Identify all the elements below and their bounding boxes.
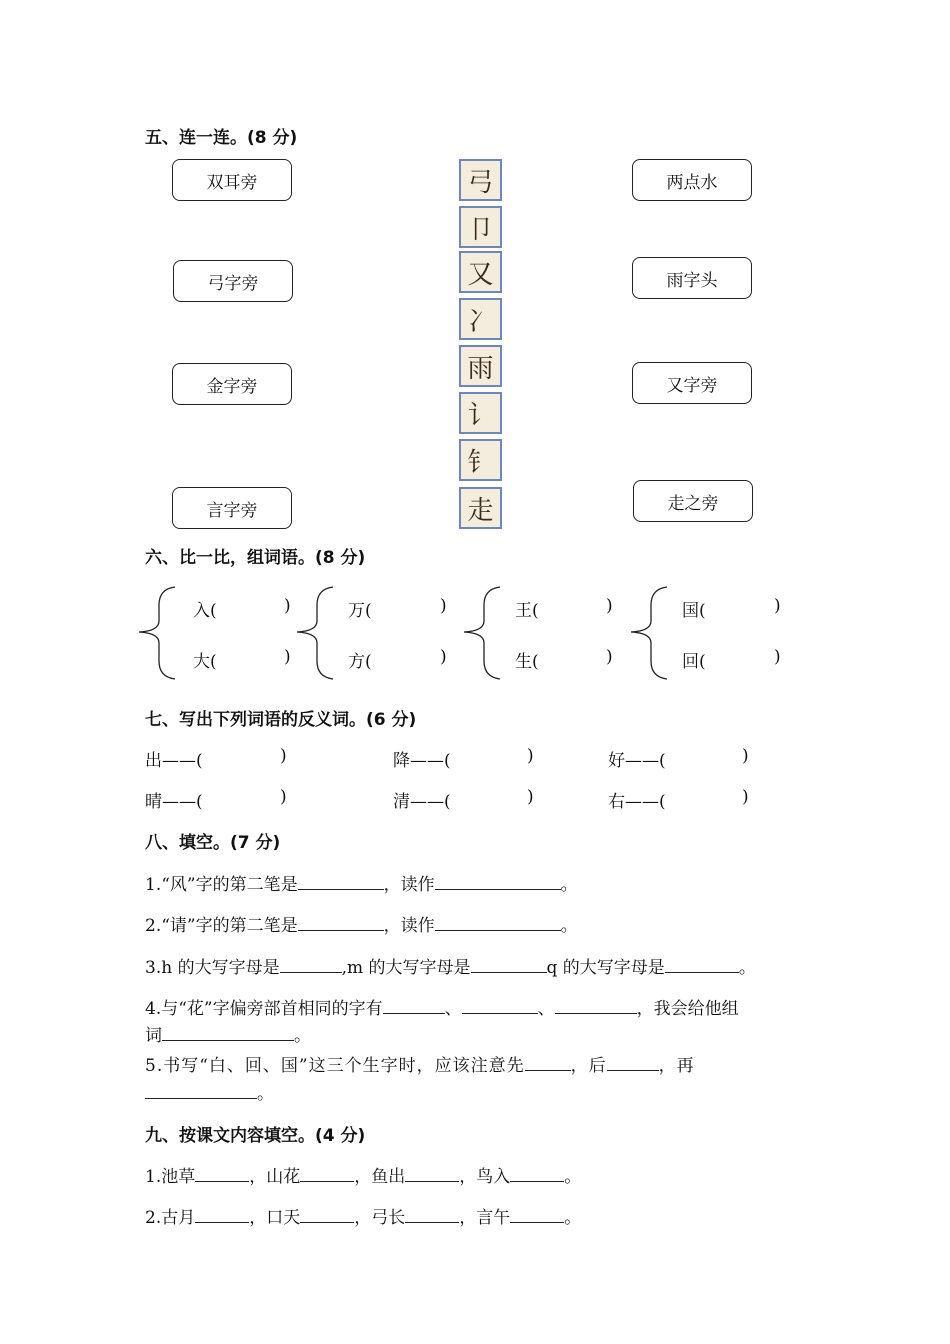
brace-3 — [464, 587, 500, 679]
antonym-3-close: ) — [742, 746, 749, 766]
fill-q1 — [145, 870, 578, 895]
right-box-4[interactable]: 走之旁 — [633, 480, 753, 522]
fill-q3 — [145, 953, 756, 978]
radical-tile-3[interactable]: 又 — [459, 251, 502, 293]
poem-2-seg-3: ，弓长 — [354, 1208, 406, 1228]
fill-q5-blank-1[interactable] — [525, 1053, 571, 1071]
fill-q3-blank-1[interactable] — [280, 955, 342, 973]
left-box-3[interactable]: 金字旁 — [172, 363, 292, 405]
compare-1-top: 入( — [193, 601, 217, 621]
fill-q5-blank-3[interactable] — [145, 1081, 257, 1099]
section-9-title: 九、按课文内容填空。(4 分) — [145, 1126, 366, 1146]
fill-q5-blank-2[interactable] — [607, 1053, 659, 1071]
section-7-title: 七、写出下列词语的反义词。(6 分) — [145, 710, 417, 730]
antonym-6-close: ) — [742, 787, 749, 807]
antonym-2-close: ) — [527, 746, 534, 766]
radical-tile-2[interactable]: 卩 — [459, 206, 502, 248]
fill-q3-blank-2[interactable] — [471, 955, 547, 973]
fill-q4-blank-1[interactable] — [383, 996, 445, 1014]
poem-2-seg-4: ，言午 — [459, 1208, 511, 1228]
compare-3-top-close: ) — [606, 596, 613, 616]
section-8-title: 八、填空。(7 分) — [145, 833, 281, 853]
fill-q1-text-b: ，读作 — [383, 875, 435, 895]
section-6-title: 六、比一比，组词语。(8 分) — [145, 548, 366, 568]
poem-2-seg-1: 2.古月 — [145, 1208, 196, 1228]
fill-q4-text-c: 、 — [537, 999, 555, 1019]
poem-line-1 — [145, 1162, 581, 1187]
antonym-6: 右——( — [608, 792, 666, 812]
compare-4-bottom: 回( — [682, 652, 706, 672]
fill-q2-blank-2[interactable] — [435, 913, 561, 931]
compare-3-bottom-close: ) — [606, 647, 613, 667]
right-box-3[interactable]: 又字旁 — [632, 362, 752, 404]
compare-4-top: 国( — [682, 601, 706, 621]
left-box-2[interactable]: 弓字旁 — [173, 260, 293, 302]
brace-group — [135, 585, 835, 681]
fill-q3-text-b: ,m 的大写字母是 — [341, 958, 471, 978]
section-5-title: 五、连一连。(8 分) — [145, 128, 298, 148]
poem-1-seg-5: 。 — [564, 1167, 582, 1187]
fill-q5-text-c: ，再 — [658, 1056, 695, 1076]
fill-q2-text-a: 2.“请”字的第二笔是 — [145, 916, 298, 936]
poem-2-seg-5: 。 — [564, 1208, 582, 1228]
fill-q5 — [145, 1051, 695, 1076]
compare-2-bottom: 方( — [348, 652, 372, 672]
radical-tile-1[interactable]: 弓 — [459, 159, 502, 201]
fill-q5-cont — [145, 1079, 274, 1104]
fill-q4-blank-4[interactable] — [162, 1023, 294, 1041]
fill-q3-text-d: 。 — [738, 958, 756, 978]
fill-q3-text-c: q 的大写字母是 — [546, 958, 665, 978]
fill-q4-cont — [145, 1021, 311, 1046]
fill-q4-text-a: 4.与“花”字偏旁部首相同的字有 — [145, 999, 383, 1019]
compare-1-bottom: 大( — [193, 652, 217, 672]
fill-q1-blank-2[interactable] — [435, 872, 561, 890]
radical-tile-4[interactable]: 冫 — [459, 298, 502, 340]
compare-3-bottom: 生( — [515, 652, 539, 672]
poem-2-blank-1[interactable] — [195, 1205, 249, 1223]
poem-1-seg-4: ，鸟入 — [459, 1167, 511, 1187]
poem-2-blank-2[interactable] — [300, 1205, 354, 1223]
fill-q5-text-d: 。 — [257, 1084, 274, 1104]
fill-q2-text-c: 。 — [560, 916, 578, 936]
poem-1-seg-3: ，鱼出 — [354, 1167, 406, 1187]
brace-1 — [139, 587, 175, 679]
fill-q4-text-f: 。 — [294, 1026, 311, 1046]
fill-q4-blank-2[interactable] — [462, 996, 538, 1014]
poem-2-blank-3[interactable] — [405, 1205, 459, 1223]
fill-q1-text-c: 。 — [560, 875, 578, 895]
poem-2-blank-4[interactable] — [510, 1205, 564, 1223]
antonym-4: 晴——( — [145, 792, 203, 812]
fill-q2-text-b: ，读作 — [383, 916, 435, 936]
fill-q2-blank-1[interactable] — [298, 913, 384, 931]
fill-q4-blank-3[interactable] — [555, 996, 637, 1014]
radical-tile-6[interactable]: 讠 — [459, 392, 502, 434]
right-box-2[interactable]: 雨字头 — [632, 257, 752, 299]
brace-4 — [631, 587, 667, 679]
poem-1-blank-1[interactable] — [195, 1164, 249, 1182]
poem-2-seg-2: ，口天 — [249, 1208, 301, 1228]
radical-tile-5[interactable]: 雨 — [459, 345, 502, 387]
poem-1-blank-3[interactable] — [405, 1164, 459, 1182]
fill-q5-text-a: 5.书写“白、回、国”这三个生字时，应该注意先 — [145, 1056, 525, 1076]
poem-1-seg-2: ，山花 — [249, 1167, 301, 1187]
compare-4-bottom-close: ) — [774, 647, 781, 667]
fill-q1-blank-1[interactable] — [298, 872, 384, 890]
radical-tile-8[interactable]: 走 — [459, 487, 502, 529]
poem-1-blank-2[interactable] — [300, 1164, 354, 1182]
compare-4-top-close: ) — [774, 596, 781, 616]
antonym-5-close: ) — [527, 787, 534, 807]
fill-q4-text-b: 、 — [444, 999, 462, 1019]
fill-q1-text-a: 1.“风”字的第二笔是 — [145, 875, 298, 895]
fill-q5-text-b: ，后 — [570, 1056, 607, 1076]
antonym-4-close: ) — [280, 787, 287, 807]
poem-line-2 — [145, 1203, 581, 1228]
left-box-4[interactable]: 言字旁 — [172, 487, 292, 529]
antonym-1: 出——( — [145, 751, 203, 771]
fill-q3-text-a: 3.h 的大写字母是 — [145, 958, 280, 978]
fill-q4-text-e: 词 — [145, 1026, 162, 1046]
antonym-2: 降——( — [393, 751, 451, 771]
brace-2 — [297, 587, 333, 679]
compare-3-top: 王( — [515, 601, 539, 621]
compare-1-bottom-close: ) — [284, 647, 291, 667]
compare-2-bottom-close: ) — [440, 647, 447, 667]
left-box-1[interactable]: 双耳旁 — [172, 159, 292, 201]
fill-q2 — [145, 911, 578, 936]
right-box-1[interactable]: 两点水 — [632, 159, 752, 201]
compare-2-top-close: ) — [440, 596, 447, 616]
poem-1-seg-1: 1.池草 — [145, 1167, 196, 1187]
fill-q4-text-d: ，我会给他组 — [636, 999, 739, 1019]
poem-1-blank-4[interactable] — [510, 1164, 564, 1182]
fill-q4 — [145, 994, 739, 1019]
antonym-5: 清——( — [393, 792, 451, 812]
antonym-1-close: ) — [280, 746, 287, 766]
compare-2-top: 万( — [348, 601, 372, 621]
fill-q3-blank-3[interactable] — [665, 955, 739, 973]
compare-1-top-close: ) — [284, 596, 291, 616]
radical-tile-7[interactable]: 钅 — [459, 439, 502, 481]
antonym-3: 好——( — [608, 751, 666, 771]
